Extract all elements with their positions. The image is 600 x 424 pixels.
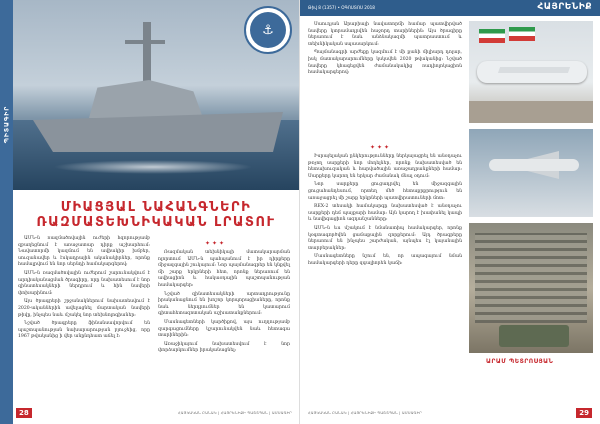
section-label <box>0 84 13 164</box>
flag <box>479 29 505 43</box>
right-page-footer <box>308 408 592 418</box>
anchor-emblem-icon <box>244 6 292 54</box>
page-number: 29 <box>576 408 592 418</box>
ship-hull <box>33 112 283 152</box>
right-page <box>300 0 600 424</box>
paragraph: Նոր սարքերը ցուցադրվել են միջազգային ցուցահանդեսում, որտեղ մեծ հետաքրքրություն են առաջացրել մի շարք երկրների պատվիրատուների մոտ։ <box>308 182 462 201</box>
flag <box>509 27 535 41</box>
article-column-2 <box>158 250 290 357</box>
paragraph: ԱՄՆ-ն ևս մշակում է նմանատիպ համակարգեր, որոնք կօգտագործվեն ցամաքային զորքերում։ Այդ ծրագրերը ներառում են ինչպես շարժական, այնպես էլ կայանային տարբերակներ։ <box>308 225 462 251</box>
paragraph: Պայմանագրի արժեքը կազմում է մի քանի միլիարդ դոլար, իսկ մատակարարումները կսկսվեն 2020 թվականից։ Նշված նավերը կհագեցվեն ժամանակակից ռադիոլոկացիոն համակարգերով։ <box>308 50 462 76</box>
paragraph: Նշված ծրագրերը ֆինանսավորվում են պաշտպանության նախարարության բյուջեից, որը 1967 թվականից ի վեր անընդհատ աճել է։ <box>18 321 150 340</box>
magazine-name: ՀԱՅՐԵՆԻՔ <box>537 2 592 12</box>
footer-text: ՀԱՅԿԱԿԱՆ ԲԱՆԱԿ | ՀԱՅՐԵՆԻՔԻ ՊԱՇՏՊԱՆ | ԱՄՍԱԳԻՐ <box>308 411 422 415</box>
side-band <box>0 0 13 424</box>
ship-mast <box>143 22 151 86</box>
paragraph: Ռազմական տեխնիկայի մատակարարման ոլորտում ԱՄՆ-ն պահպանում է իր դիրքերը միջազգային շուկայում։ Նոր պայմանագրեր են կնքվել մի շարք երկրների հետ, որոնք ներառում են ավիացիոն և հակաօդային պաշտպանության համակարգեր։ <box>158 250 290 288</box>
author-credit: ԱՐԱՄ ՊԵՏՐՈՍՅԱՆ <box>486 358 554 365</box>
section-divider-stars: ✦✦✦ <box>205 240 227 247</box>
photo-aircraft-with-flags <box>468 20 594 124</box>
footer-text: ՀԱՅԿԱԿԱՆ ԲԱՆԱԿ | ՀԱՅՐԵՆԻՔԻ ՊԱՇՏՊԱՆ | ԱՄՍԱԳԻՐ <box>178 411 292 415</box>
military-truck <box>499 325 569 347</box>
ship-yardarm <box>125 40 165 44</box>
drone-body <box>489 159 579 171</box>
paragraph: Առաջիկայում նախատեսվում է նոր փորձարկումներ իրականացնել։ <box>158 341 290 354</box>
article-title <box>22 200 290 230</box>
paragraph: Մասնագետների կարծիքով, այս ուղղությամբ զարգացումները կշարունակվեն նաև հետագա տարիներին։ <box>158 319 290 339</box>
right-column-bottom <box>308 154 462 270</box>
ship-wake <box>53 160 253 174</box>
aircraft-wing <box>498 67 570 73</box>
paragraph: ԱՄՆ-ն ռազմածովային ուժերի հզորությամբ զբաղեցնում է առաջատար դիրք աշխարհում։ Նավատորմի կազմում են ավիակիր խմբեր, սուզանավեր և էսկադրային ականակիրներ, որոնք համալրվում են նոր սերնդի համակարգերով։ <box>18 236 150 268</box>
emblem-ring <box>250 12 286 48</box>
paragraph: Սաուդյան Արաբիայի նավատորմի համար պատվիրված նավերը կտրամադրվեն հաջորդ տարիներին։ Այս ծրագիրը ներառում է նաև անձնակազմի պատրաստում և տեխնիկական սպասարկում։ <box>308 22 462 47</box>
right-column-top <box>308 22 462 79</box>
ship-superstructure <box>83 80 203 118</box>
article-title-line1: ՄԻԱՑՅԱԼ ՆԱՀԱՆԳՆԵՐԻ <box>60 200 252 215</box>
paragraph: REX-2 տեսակի համակարգը նախատեսված է անօդաչու սարքերի դեմ պայքարի համար։ Այն կարող է խափանել կապի և նավիգացիոն ազդանշանները։ <box>308 204 462 223</box>
section-divider-stars: ✦✦✦ <box>370 144 392 151</box>
anchor-icon: ⚓ <box>262 22 274 38</box>
article-title-line2: ՌԱԶՄԱՏԵԽՆԻԿԱԿԱՆ ԼՐԱՏՈՒ <box>36 215 276 230</box>
vehicle-rows <box>475 233 587 323</box>
paragraph: ԱՄՆ-ն ռազմածովային ուժերում շարունակվում է արդիականացման ծրագիրը, որը նախատեսում է նոր զինատեսակների ներդրում և հին նավերի փոխարինում։ <box>18 270 150 296</box>
photo-military-vehicles <box>468 222 594 354</box>
article-column-1 <box>18 236 150 343</box>
paragraph: Իսրայելական ընկերությունները ներկայացրել են անօդաչու թռչող սարքերի նոր մոդելներ, որոնք նախատեսված են հետախուզական և հարվածային առաջադրանքների համար։ Սարքերը կարող են երկար ժամանակ մնալ օդում։ <box>308 154 462 179</box>
left-page-footer <box>16 408 292 418</box>
page-number: 28 <box>16 408 32 418</box>
paragraph: Մասնագետները նշում են, որ ապագայում նման համակարգերի դերը զգալիորեն կաճի։ <box>308 254 462 266</box>
ground <box>469 101 593 123</box>
section-label-text: ՊԻՏԱԳԻՐ <box>3 105 10 143</box>
photo-drone <box>468 128 594 218</box>
paragraph: Նշված զինատեսակների արտադրությունը իրականացնում են խոշոր կորպորացիաները, որոնք նաև ներդրումներ են կատարում գիտահետազոտական աշխատանքներում։ <box>158 291 290 317</box>
paragraph: Այս ծրագրերի շրջանակներում նախատեսվում է 2020-ականներին ավելացնել մարտական նավերի թիվը, ինչպես նաև մշակել նոր տեխնոլոգիաներ։ <box>18 299 150 318</box>
issue-info: Թիվ 8 (1357) • ՕԳՈՍՏՈՍ 2018 <box>308 5 375 10</box>
